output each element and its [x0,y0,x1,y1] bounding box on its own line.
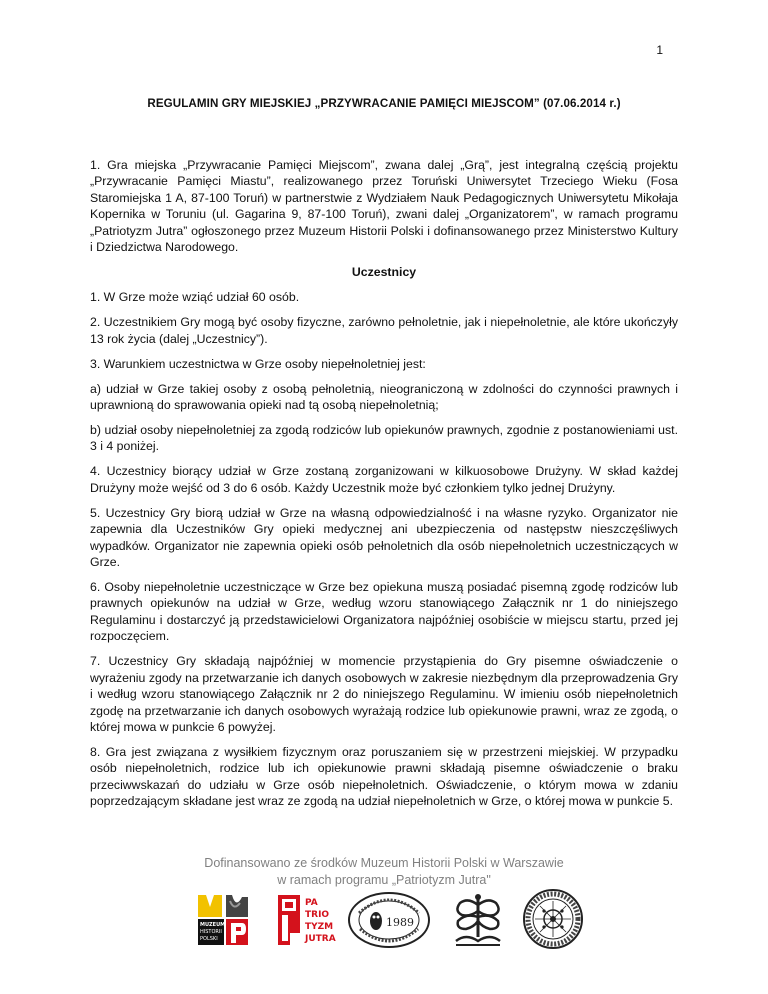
footer-line-1: Dofinansowano ze środków Muzeum Historii Polski w Warszawie [204,856,564,870]
patriotyzm-logo-word-4: JUTRA [305,934,336,944]
page-number: 1 [656,43,663,57]
section-heading: Uczestnicy [351,264,417,279]
paragraph-6: 6. Osoby niepełnoletnie uczestniczące w Grze bez opiekuna muszą posiadać pisemną zgodę rodziców lub prawnych opiekunów na udział w Grze, według wzoru stanowiącego Załącznik nr 1 do niniejszego Regulaminu i dostarczyć ją przedstawicielowi Organizatora najpóźniej osobiście w miejscu startu, przed jej rozpoczęciem. [90,580,678,644]
paragraph-3a: a) udział w Grze takiej osoby z osobą pełnoletnią, nieograniczoną w zdolności do czynności prawnych i uprawnioną do sprawowania opieki nad tą osobą niepełnoletnią; [90,381,678,413]
paragraph-1: 1. W Grze może wziąć udział 60 osób. [90,290,300,305]
muzeum-logo-word-2: HISTORII [200,929,222,935]
paragraph-3b: b) udział osoby niepełnoletniej za zgodą rodziców lub opiekunów prawnych, zgodnie z postanowieniami ust. 3 i 4 poniżej. [90,423,678,454]
muzeum-historii-polski-logo-icon [196,891,250,947]
intro-paragraph: 1. Gra miejska „Przywracanie Pamięci Miejscom”, zwana dalej „Grą”, jest integralną częścią projektu „Przywracanie Pamięci Miastu”, realizowanego przez Toruński Uniwersytet Trzeciego Wieku (Fosa Staromiejska 1 A, 87-100 Toruń) w partnerstwie z Wydziałem Nauk Pedagogicznych Uniwersytetu Mikołaja Kopernika w Toruniu (ul. Gagarina 9, 87-100 Toruń), zwani dalej „Organizatorem”, w ramach programu „Patriotyzm Jutra” ogłoszonego przez Muzeum Historii Polski i dofinansowanego przez Ministerstwo Kultury i Dziedzictwa Narodowego. [90,158,678,255]
utw-seal-year: 1989 [386,916,414,929]
muzeum-logo-word-3: POLSKI [200,936,218,942]
funding-footer [90,855,678,889]
sponsor-logos [196,891,586,951]
paragraph-2: 2. Uczestnikiem Gry mogą być osoby fizyczne, zarówno pełnoletnie, jak i niepełnoletnie, ale które ukończyły 13 rok życia (dalej „Uczestnicy”). [90,315,678,346]
document-body [90,157,678,818]
utw-torun-seal-icon [346,891,432,949]
patriotyzm-logo-word-2: TRIO [305,910,330,920]
paragraph-5: 5. Uczestnicy Gry biorą udział w Grze na własną odpowiedzialność i na własne ryzyko. Organizator nie zapewnia dla Uczestników Gry opieki medycznej ani ubezpieczenia od następstw nieszczęśliwych wypadków. Organizator nie zapewnia opieki osób pełnoletnich dla osób niepełnoletnich uczestniczących w Grze. [90,505,678,570]
document-title: REGULAMIN GRY MIEJSKIEJ „PRZYWRACANIE PAMIĘCI MIEJSCOM” (07.06.2014 r.) [147,97,621,110]
paragraph-4: 4. Uczestnicy biorący udział w Grze zostaną zorganizowani w kilkuosobowe Drużyny. W skład każdej Drużyny może wejść od 3 do 6 osób. Każdy Uczestnik może być członkiem tylko jednej Drużyny. [90,464,678,495]
umk-seal-icon [522,887,584,951]
patriotyzm-logo-word-1: PA [305,898,318,908]
paragraph-8: 8. Gra jest związana z wysiłkiem fizycznym oraz poruszaniem się w przestrzeni miejskiej. W przypadku osób niepełnoletnich, rodzice lub ich opiekunowie prawni składają pisemne oświadczenie o braku przeciwwskazań do udziału w Grze osób niepełnoletnich. Oświadczenie, o którym mowa w zdaniu poprzedzającym składane jest wraz ze zgodą na udział niepełnoletnich w Grze, o której mowa w punkcie 5. [90,744,678,809]
patriotyzm-jutra-logo-icon [276,893,340,947]
wnp-tree-logo-icon [448,891,508,949]
footer-line-2: w ramach programu „Patriotyzm Jutra" [277,873,491,887]
muzeum-logo-word-1: MUZEUM [200,922,226,928]
paragraph-7: 7. Uczestnicy Gry składają najpóźniej w momencie przystąpienia do Gry pisemne oświadczenie o wyrażeniu zgody na przetwarzanie ich danych osobowych w zakresie niezbędnym dla przeprowadzenia Gry i według wzoru stanowiącego Załącznik nr 2 do niniejszego Regulaminu. W imieniu osób niepełnoletnich zgodę na przetwarzanie ich danych osobowych wyrażają rodzice lub opiekunowie prawni, wraz ze zgodą, o której mowa w punkcie 6 powyżej. [90,654,678,734]
patriotyzm-logo-word-3: TYZM [305,922,334,932]
paragraph-3: 3. Warunkiem uczestnictwa w Grze osoby niepełnoletniej jest: [90,356,426,371]
